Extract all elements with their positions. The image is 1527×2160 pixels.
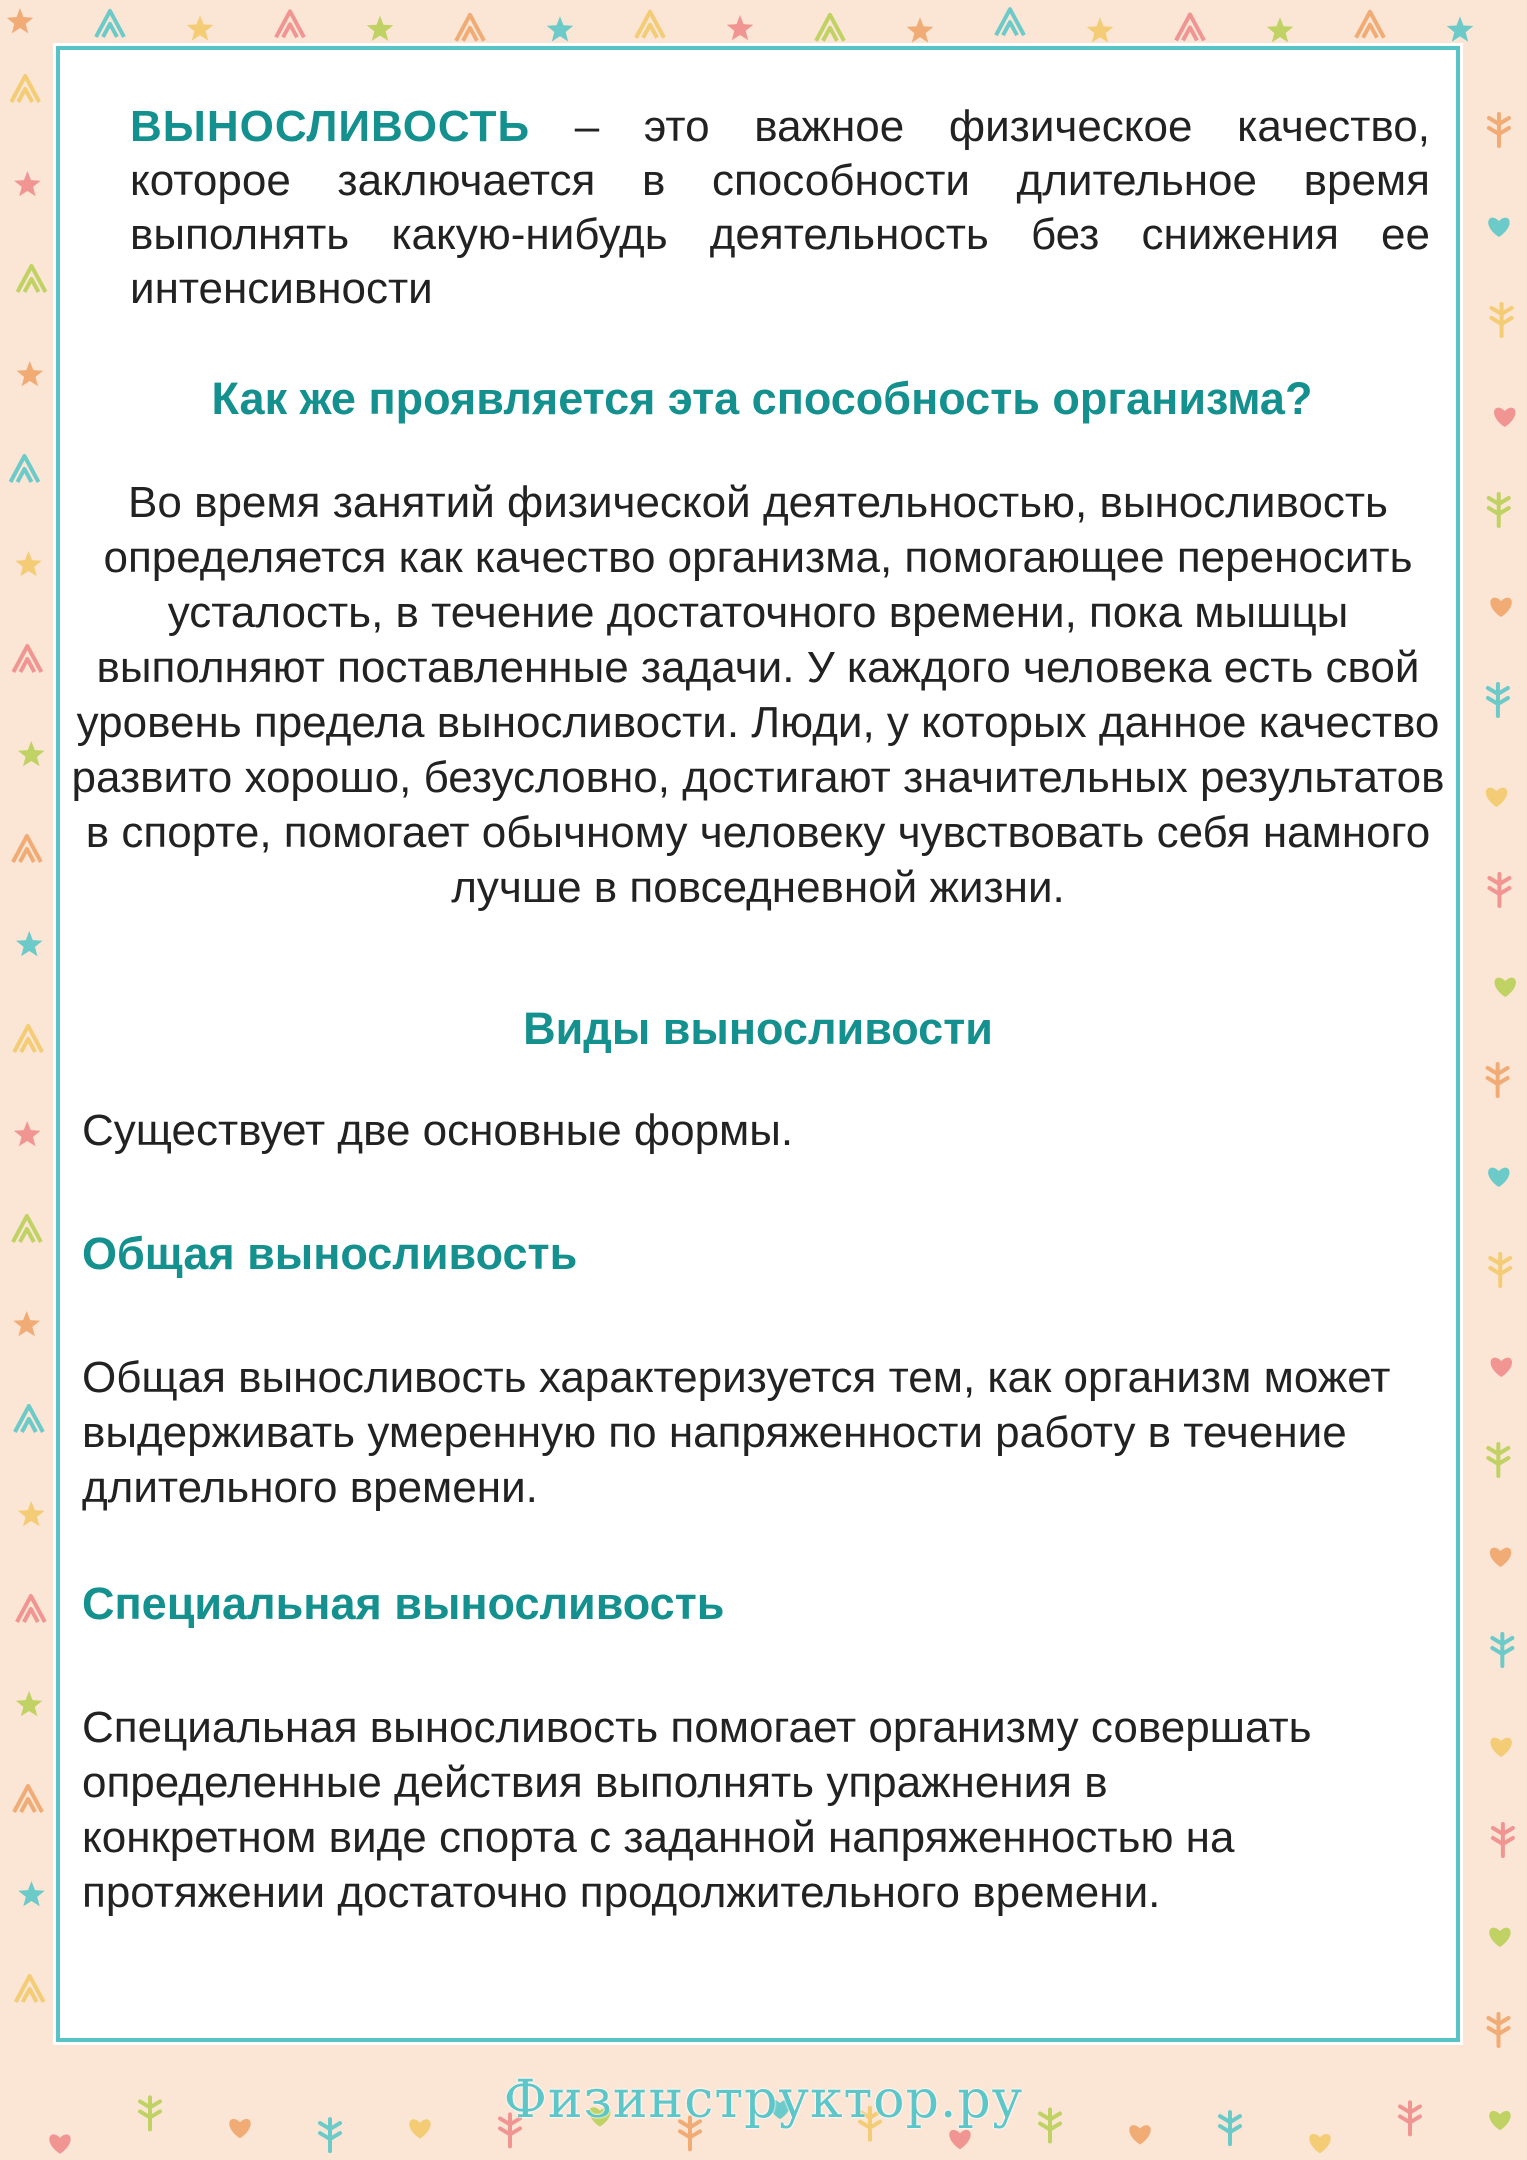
decor-star bbox=[1087, 17, 1114, 42]
decor-star bbox=[187, 15, 214, 40]
special-endurance-text: Специальная выносливость помогает организму совершать определенные действия выполнять упражнения в конкретном виде спорта с заданной напряженностью на протяжении достаточно продолжительного времени. bbox=[82, 1703, 1312, 1917]
decor-triangle bbox=[13, 836, 41, 862]
decor-heart bbox=[1488, 1168, 1509, 1187]
decor-triangle bbox=[1176, 14, 1204, 40]
decor-leaf bbox=[1488, 1444, 1508, 1476]
decor-triangle bbox=[276, 11, 304, 37]
decor-triangle bbox=[11, 76, 39, 102]
decor-heart bbox=[1494, 408, 1515, 427]
decor-triangle bbox=[96, 11, 124, 37]
special-endurance-heading: Специальная выносливость bbox=[82, 1578, 725, 1629]
decor-heart bbox=[1486, 788, 1507, 807]
decor-star bbox=[16, 1691, 43, 1716]
decor-star bbox=[907, 17, 934, 42]
decor-star bbox=[13, 1311, 40, 1336]
decor-star bbox=[1447, 16, 1474, 41]
decor-star bbox=[14, 171, 41, 196]
intro-definition: – это важное физическое качество, которое заключается в способности длительное время выполнять какую-нибудь деятельность без снижения ее интенсивности bbox=[130, 102, 1430, 313]
endurance-term: ВЫНОСЛИВОСТЬ bbox=[130, 102, 531, 151]
decor-triangle bbox=[1356, 12, 1384, 38]
decor-triangle bbox=[16, 1976, 44, 2002]
decor-leaf bbox=[1492, 304, 1512, 336]
decor-leaf bbox=[1492, 1634, 1512, 1666]
decor-heart bbox=[1309, 2134, 1330, 2153]
decor-leaf bbox=[1489, 874, 1509, 906]
decor-triangle bbox=[15, 1406, 43, 1432]
decor-heart bbox=[1495, 978, 1516, 997]
types-intro-text: Существует две основные формы. bbox=[82, 1106, 794, 1155]
decor-triangle bbox=[14, 1026, 42, 1052]
decor-leaf bbox=[1489, 114, 1509, 146]
decor-star bbox=[18, 741, 45, 766]
decor-star bbox=[727, 15, 754, 40]
decor-star bbox=[547, 16, 574, 41]
decor-triangle bbox=[13, 1216, 41, 1242]
decor-heart bbox=[1490, 1548, 1511, 1567]
site-logo: Физинструктор.ру bbox=[503, 2070, 1024, 2130]
decor-heart bbox=[1488, 218, 1509, 237]
decor-triangle bbox=[13, 646, 41, 672]
manifestation-paragraph: Во время занятий физической деятельностью, выносливость определяется как качество организма, помогающее переносить усталость, в течение достаточного времени, пока мышцы выполняют поставленные задачи. У каждого человека есть свой уровень предела выносливости. Люди, у которых данное качество развито хорошо, безусловно, достигают значительных результатов в спорте, помогает обычному человеку чувствовать себя намного лучше в повседневной жизни. bbox=[71, 478, 1445, 912]
decor-heart bbox=[1490, 1738, 1511, 1757]
decor-star bbox=[367, 16, 394, 41]
decor-star bbox=[14, 1121, 41, 1146]
decor-heart bbox=[1489, 1928, 1510, 1947]
decor-heart bbox=[49, 2134, 70, 2153]
decor-heart bbox=[949, 2130, 970, 2149]
decor-star bbox=[16, 931, 43, 956]
section-heading-types: Виды выносливости bbox=[523, 1003, 993, 1054]
general-endurance-text: Общая выносливость характеризуется тем, как организм может выдерживать умеренную по напряженности работу в течение длительного времени. bbox=[82, 1353, 1391, 1512]
decor-heart bbox=[1490, 598, 1511, 617]
decor-triangle bbox=[14, 1786, 42, 1812]
decor-triangle bbox=[636, 12, 664, 38]
content-card bbox=[56, 46, 1460, 2042]
decor-heart bbox=[1491, 1358, 1512, 1377]
decor-triangle bbox=[456, 15, 484, 41]
decor-triangle bbox=[17, 266, 45, 292]
decor-star bbox=[17, 361, 44, 386]
decor-leaf bbox=[1489, 494, 1509, 526]
decor-star bbox=[18, 1881, 45, 1906]
decor-leaf bbox=[1493, 1824, 1513, 1856]
intro-paragraph bbox=[130, 100, 1430, 316]
decor-triangle bbox=[10, 456, 38, 482]
decor-leaf bbox=[1488, 684, 1508, 716]
decor-leaf bbox=[1488, 1064, 1508, 1096]
decor-triangle bbox=[816, 15, 844, 41]
decor-triangle bbox=[17, 1596, 45, 1622]
decor-star bbox=[1267, 17, 1294, 42]
decor-leaf bbox=[1490, 1254, 1510, 1286]
general-endurance-heading: Общая выносливость bbox=[82, 1228, 578, 1279]
decor-leaf bbox=[1489, 2014, 1509, 2046]
decor-star bbox=[18, 1501, 45, 1526]
decor-star bbox=[15, 551, 42, 576]
decor-triangle bbox=[996, 9, 1024, 35]
decor-star bbox=[7, 8, 34, 33]
section-heading-manifestation: Как же проявляется эта способность организма? bbox=[211, 373, 1313, 424]
